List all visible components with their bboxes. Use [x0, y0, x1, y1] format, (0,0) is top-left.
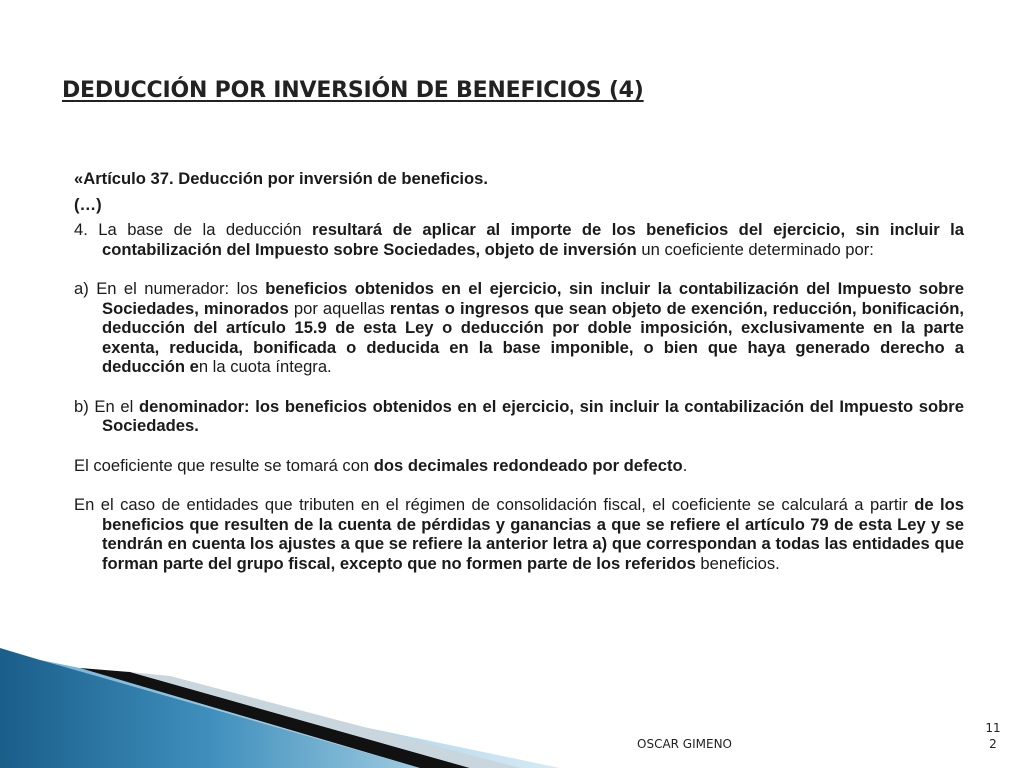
slide-title: DEDUCCIÓN POR INVERSIÓN DE BENEFICIOS (4) — [62, 78, 644, 103]
footer-author: OSCAR GIMENO — [637, 737, 732, 751]
page-number — [980, 720, 1006, 752]
page-number-line-2: 2 — [989, 737, 997, 751]
consol-text-1: En el caso de entidades que tributen en el régimen de consolidación fiscal, el coeficiente se calculará a partir — [74, 495, 915, 514]
point-a-text-1: a) En el numerador: los — [74, 279, 266, 298]
point-a-bold-2: rentas o ingresos que sean objeto de exención, reducción, bonificación, deducción del artículo 15.9 de esta Ley o deducción por doble imposición, exclusivamente en la parte exenta, reducida, bonificada o deducida en la base imponible, o bien que haya generado derecho a deducción e — [102, 298, 965, 376]
paragraph-point-a — [74, 279, 964, 377]
point4-text-1: 4. La base de la deducción — [74, 220, 313, 239]
point-b-bold-1: denominador: los beneficios obtenidos en el ejercicio, sin incluir la contabilización del Impuesto sobre Sociedades. — [102, 396, 964, 435]
article-heading-text: «Artículo 37. Deducción por inversión de beneficios. — [74, 169, 489, 188]
paragraph-consolidation — [74, 495, 964, 573]
coef-text-2: . — [682, 455, 688, 475]
slide-body — [74, 169, 964, 573]
point-a-bold-1: beneficios obtenidos en el ejercicio, sin incluir la contabilización del Impuesto sobre Sociedades, minorados — [102, 279, 964, 318]
coef-text-1: El coeficiente que resulte se tomará con — [74, 455, 374, 475]
point4-text-2: un coeficiente determinado por: — [636, 239, 874, 259]
point-a-text-3: n la cuota íntegra. — [198, 357, 332, 376]
ellipsis-text: (…) — [74, 194, 102, 214]
ellipsis-line — [74, 195, 964, 215]
coef-bold-1: dos decimales redondeado por defecto — [373, 455, 683, 475]
page-number-line-1: 11 — [985, 721, 1001, 735]
point-b-text-1: b) En el — [74, 396, 139, 416]
article-heading — [74, 169, 964, 189]
paragraph-point-4 — [74, 220, 964, 259]
paragraph-coefficient — [74, 456, 964, 476]
point-a-text-2: por aquellas — [288, 298, 390, 318]
consol-text-2: beneficios. — [695, 553, 780, 573]
paragraph-point-b — [74, 397, 964, 436]
consol-bold-1: de los beneficios que resulten de la cuenta de pérdidas y ganancias a que se refiere el artículo 79 de esta Ley y se tendrán en cuenta los ajustes a que se refiere la anterior letra a) que correspondan a todas las entidades que forman parte del grupo fiscal, excepto que no formen parte de los referidos — [102, 495, 964, 573]
point4-bold-1: resultará de aplicar al importe de los beneficios del ejercicio, sin incluir la contabilización del Impuesto sobre Sociedades, objeto de inversión — [102, 220, 965, 259]
